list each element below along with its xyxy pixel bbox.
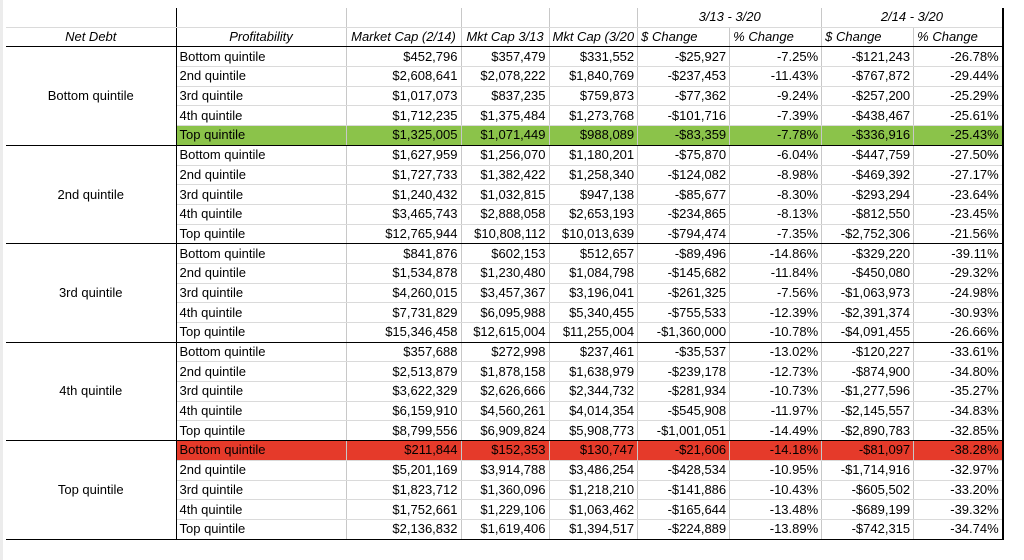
pct-change-1-cell: -10.95% <box>730 460 822 480</box>
dollar-change-1-cell: -$428,534 <box>638 460 730 480</box>
mkt-cap-0320-cell: $988,089 <box>549 126 638 146</box>
profitability-cell: 4th quintile <box>176 401 346 421</box>
profitability-cell: 4th quintile <box>176 500 346 520</box>
pct-change-1-cell: -14.49% <box>730 421 822 441</box>
market-cap-0214-cell: $1,712,235 <box>346 106 461 126</box>
dollar-change-1-cell: -$237,453 <box>638 67 730 87</box>
mkt-cap-0320-cell: $1,180,201 <box>549 145 638 165</box>
dollar-change-2-cell: -$2,391,374 <box>822 303 914 323</box>
profitability-cell: 3rd quintile <box>176 185 346 205</box>
pct-change-2-cell: -23.45% <box>914 204 1003 224</box>
mkt-cap-0320-cell: $1,258,340 <box>549 165 638 185</box>
sheet-edge <box>0 0 3 560</box>
market-cap-0214-cell: $8,799,556 <box>346 421 461 441</box>
col-header-market-cap-0214: Market Cap (2/14) <box>346 27 461 47</box>
pct-change-2-cell: -23.64% <box>914 185 1003 205</box>
table-row <box>6 145 1003 165</box>
dollar-change-2-cell: -$121,243 <box>822 47 914 67</box>
profitability-cell: 2nd quintile <box>176 362 346 382</box>
pct-change-1-cell: -7.25% <box>730 47 822 67</box>
pct-change-2-cell: -29.44% <box>914 67 1003 87</box>
pct-change-1-cell: -13.48% <box>730 500 822 520</box>
dollar-change-2-cell: -$469,392 <box>822 165 914 185</box>
dollar-change-2-cell: -$450,080 <box>822 263 914 283</box>
pct-change-1-cell: -7.56% <box>730 283 822 303</box>
net-debt-group-label: 4th quintile <box>6 342 176 440</box>
market-cap-0214-cell: $1,534,878 <box>346 263 461 283</box>
mkt-cap-0313-cell: $357,479 <box>461 47 549 67</box>
mkt-cap-0313-cell: $1,032,815 <box>461 185 549 205</box>
col-header-net-debt: Net Debt <box>6 27 176 47</box>
mkt-cap-0320-cell: $10,013,639 <box>549 224 638 244</box>
profitability-cell: 3rd quintile <box>176 480 346 500</box>
col-header-dollar-change-1: $ Change <box>638 27 730 47</box>
col-header-mkt-cap-0313: Mkt Cap 3/13 <box>461 27 549 47</box>
net-debt-group-label: 2nd quintile <box>6 145 176 243</box>
dollar-change-2-cell: -$767,872 <box>822 67 914 87</box>
mkt-cap-0320-cell: $1,063,462 <box>549 500 638 520</box>
pct-change-1-cell: -8.13% <box>730 204 822 224</box>
dollar-change-1-cell: -$281,934 <box>638 382 730 402</box>
dollar-change-1-cell: -$1,360,000 <box>638 323 730 343</box>
col-header-pct-change-2: % Change <box>914 27 1003 47</box>
market-cap-0214-cell: $211,844 <box>346 441 461 461</box>
pct-change-1-cell: -8.98% <box>730 165 822 185</box>
pct-change-2-cell: -32.97% <box>914 460 1003 480</box>
mkt-cap-0320-cell: $512,657 <box>549 244 638 264</box>
pct-change-1-cell: -13.89% <box>730 519 822 539</box>
dollar-change-2-cell: -$1,277,596 <box>822 382 914 402</box>
profitability-cell: Bottom quintile <box>176 145 346 165</box>
mkt-cap-0313-cell: $1,375,484 <box>461 106 549 126</box>
pct-change-1-cell: -11.97% <box>730 401 822 421</box>
mkt-cap-0313-cell: $837,235 <box>461 86 549 106</box>
pct-change-1-cell: -14.18% <box>730 441 822 461</box>
mkt-cap-0313-cell: $272,998 <box>461 342 549 362</box>
col-header-dollar-change-2: $ Change <box>822 27 914 47</box>
pct-change-1-cell: -12.39% <box>730 303 822 323</box>
table-row <box>6 47 1003 67</box>
pct-change-2-cell: -21.56% <box>914 224 1003 244</box>
pct-change-2-cell: -33.61% <box>914 342 1003 362</box>
pct-change-1-cell: -13.02% <box>730 342 822 362</box>
market-cap-0214-cell: $1,240,432 <box>346 185 461 205</box>
pct-change-2-cell: -27.50% <box>914 145 1003 165</box>
table-row <box>6 441 1003 461</box>
pct-change-2-cell: -32.85% <box>914 421 1003 441</box>
dollar-change-1-cell: -$85,677 <box>638 185 730 205</box>
dollar-change-2-cell: -$257,200 <box>822 86 914 106</box>
market-cap-0214-cell: $3,465,743 <box>346 204 461 224</box>
mkt-cap-0313-cell: $1,619,406 <box>461 519 549 539</box>
market-cap-0214-cell: $1,325,005 <box>346 126 461 146</box>
pct-change-1-cell: -7.35% <box>730 224 822 244</box>
period-2-header: 2/14 - 3/20 <box>822 8 1003 27</box>
mkt-cap-0320-cell: $2,344,732 <box>549 382 638 402</box>
pct-change-2-cell: -26.78% <box>914 47 1003 67</box>
net-debt-group-label: 3rd quintile <box>6 244 176 342</box>
table-row <box>6 342 1003 362</box>
profitability-cell: Bottom quintile <box>176 47 346 67</box>
pct-change-2-cell: -26.66% <box>914 323 1003 343</box>
dollar-change-1-cell: -$755,533 <box>638 303 730 323</box>
mkt-cap-0313-cell: $1,256,070 <box>461 145 549 165</box>
dollar-change-1-cell: -$145,682 <box>638 263 730 283</box>
mkt-cap-0313-cell: $602,153 <box>461 244 549 264</box>
mkt-cap-0313-cell: $152,353 <box>461 441 549 461</box>
dollar-change-1-cell: -$545,908 <box>638 401 730 421</box>
profitability-cell: 2nd quintile <box>176 67 346 87</box>
market-cap-0214-cell: $2,513,879 <box>346 362 461 382</box>
profitability-cell: 2nd quintile <box>176 460 346 480</box>
pct-change-2-cell: -25.29% <box>914 86 1003 106</box>
mkt-cap-0320-cell: $1,273,768 <box>549 106 638 126</box>
pct-change-1-cell: -11.43% <box>730 67 822 87</box>
market-cap-0214-cell: $7,731,829 <box>346 303 461 323</box>
market-cap-0214-cell: $12,765,944 <box>346 224 461 244</box>
mkt-cap-0313-cell: $2,626,666 <box>461 382 549 402</box>
profitability-cell: 3rd quintile <box>176 86 346 106</box>
col-header-profitability: Profitability <box>176 27 346 47</box>
profitability-cell: Top quintile <box>176 421 346 441</box>
profitability-cell: 4th quintile <box>176 303 346 323</box>
mkt-cap-0313-cell: $3,457,367 <box>461 283 549 303</box>
mkt-cap-0313-cell: $2,078,222 <box>461 67 549 87</box>
mkt-cap-0320-cell: $237,461 <box>549 342 638 362</box>
col-header-mkt-cap-0320: Mkt Cap (3/20 <box>549 27 638 47</box>
dollar-change-1-cell: -$165,644 <box>638 500 730 520</box>
market-cap-0214-cell: $1,727,733 <box>346 165 461 185</box>
market-cap-0214-cell: $452,796 <box>346 47 461 67</box>
mkt-cap-0313-cell: $3,914,788 <box>461 460 549 480</box>
pct-change-1-cell: -6.04% <box>730 145 822 165</box>
mkt-cap-0313-cell: $10,808,112 <box>461 224 549 244</box>
market-cap-0214-cell: $1,627,959 <box>346 145 461 165</box>
dollar-change-1-cell: -$89,496 <box>638 244 730 264</box>
table-row <box>6 244 1003 264</box>
profitability-cell: Top quintile <box>176 224 346 244</box>
profitability-cell: 2nd quintile <box>176 165 346 185</box>
pct-change-2-cell: -38.28% <box>914 441 1003 461</box>
dollar-change-2-cell: -$1,714,916 <box>822 460 914 480</box>
dollar-change-1-cell: -$141,886 <box>638 480 730 500</box>
dollar-change-2-cell: -$2,752,306 <box>822 224 914 244</box>
dollar-change-1-cell: -$21,606 <box>638 441 730 461</box>
dollar-change-1-cell: -$1,001,051 <box>638 421 730 441</box>
mkt-cap-0320-cell: $1,638,979 <box>549 362 638 382</box>
profitability-cell: 4th quintile <box>176 204 346 224</box>
mkt-cap-0313-cell: $1,229,106 <box>461 500 549 520</box>
market-cap-0214-cell: $841,876 <box>346 244 461 264</box>
mkt-cap-0320-cell: $3,196,041 <box>549 283 638 303</box>
pct-change-2-cell: -27.17% <box>914 165 1003 185</box>
dollar-change-2-cell: -$447,759 <box>822 145 914 165</box>
dollar-change-2-cell: -$812,550 <box>822 204 914 224</box>
market-cap-table <box>6 8 1004 540</box>
dollar-change-1-cell: -$25,927 <box>638 47 730 67</box>
dollar-change-2-cell: -$438,467 <box>822 106 914 126</box>
dollar-change-2-cell: -$874,900 <box>822 362 914 382</box>
pct-change-1-cell: -10.43% <box>730 480 822 500</box>
mkt-cap-0313-cell: $4,560,261 <box>461 401 549 421</box>
dollar-change-2-cell: -$689,199 <box>822 500 914 520</box>
mkt-cap-0313-cell: $1,360,096 <box>461 480 549 500</box>
mkt-cap-0313-cell: $1,878,158 <box>461 362 549 382</box>
profitability-cell: Top quintile <box>176 519 346 539</box>
mkt-cap-0320-cell: $1,840,769 <box>549 67 638 87</box>
pct-change-2-cell: -30.93% <box>914 303 1003 323</box>
pct-change-1-cell: -10.78% <box>730 323 822 343</box>
col-header-pct-change-1: % Change <box>730 27 822 47</box>
market-cap-0214-cell: $5,201,169 <box>346 460 461 480</box>
dollar-change-1-cell: -$83,359 <box>638 126 730 146</box>
market-cap-0214-cell: $1,752,661 <box>346 500 461 520</box>
net-debt-group-label: Top quintile <box>6 441 176 539</box>
profitability-cell: Bottom quintile <box>176 342 346 362</box>
pct-change-2-cell: -24.98% <box>914 283 1003 303</box>
mkt-cap-0320-cell: $1,394,517 <box>549 519 638 539</box>
dollar-change-2-cell: -$293,294 <box>822 185 914 205</box>
dollar-change-1-cell: -$794,474 <box>638 224 730 244</box>
pct-change-2-cell: -34.80% <box>914 362 1003 382</box>
net-debt-group-label: Bottom quintile <box>6 47 176 145</box>
pct-change-2-cell: -39.32% <box>914 500 1003 520</box>
dollar-change-2-cell: -$120,227 <box>822 342 914 362</box>
mkt-cap-0313-cell: $1,071,449 <box>461 126 549 146</box>
mkt-cap-0313-cell: $12,615,004 <box>461 323 549 343</box>
market-cap-0214-cell: $4,260,015 <box>346 283 461 303</box>
dollar-change-1-cell: -$239,178 <box>638 362 730 382</box>
period-header-row <box>6 8 1003 27</box>
mkt-cap-0313-cell: $2,888,058 <box>461 204 549 224</box>
dollar-change-1-cell: -$77,362 <box>638 86 730 106</box>
pct-change-2-cell: -25.43% <box>914 126 1003 146</box>
profitability-cell: 3rd quintile <box>176 283 346 303</box>
profitability-cell: 3rd quintile <box>176 382 346 402</box>
pct-change-2-cell: -35.27% <box>914 382 1003 402</box>
dollar-change-1-cell: -$75,870 <box>638 145 730 165</box>
profitability-cell: Top quintile <box>176 323 346 343</box>
dollar-change-1-cell: -$234,865 <box>638 204 730 224</box>
mkt-cap-0320-cell: $11,255,004 <box>549 323 638 343</box>
pct-change-2-cell: -29.32% <box>914 263 1003 283</box>
mkt-cap-0320-cell: $2,653,193 <box>549 204 638 224</box>
pct-change-1-cell: -14.86% <box>730 244 822 264</box>
market-cap-0214-cell: $15,346,458 <box>346 323 461 343</box>
dollar-change-2-cell: -$2,890,783 <box>822 421 914 441</box>
dollar-change-2-cell: -$336,916 <box>822 126 914 146</box>
mkt-cap-0320-cell: $759,873 <box>549 86 638 106</box>
pct-change-2-cell: -34.83% <box>914 401 1003 421</box>
dollar-change-2-cell: -$1,063,973 <box>822 283 914 303</box>
mkt-cap-0320-cell: $130,747 <box>549 441 638 461</box>
market-cap-0214-cell: $2,608,641 <box>346 67 461 87</box>
pct-change-1-cell: -8.30% <box>730 185 822 205</box>
dollar-change-2-cell: -$4,091,455 <box>822 323 914 343</box>
dollar-change-1-cell: -$224,889 <box>638 519 730 539</box>
dollar-change-2-cell: -$742,315 <box>822 519 914 539</box>
mkt-cap-0320-cell: $947,138 <box>549 185 638 205</box>
market-cap-0214-cell: $3,622,329 <box>346 382 461 402</box>
dollar-change-2-cell: -$329,220 <box>822 244 914 264</box>
dollar-change-1-cell: -$35,537 <box>638 342 730 362</box>
dollar-change-1-cell: -$261,325 <box>638 283 730 303</box>
mkt-cap-0313-cell: $1,382,422 <box>461 165 549 185</box>
dollar-change-1-cell: -$101,716 <box>638 106 730 126</box>
pct-change-2-cell: -39.11% <box>914 244 1003 264</box>
pct-change-1-cell: -10.73% <box>730 382 822 402</box>
period-1-header: 3/13 - 3/20 <box>638 8 822 27</box>
dollar-change-2-cell: -$605,502 <box>822 480 914 500</box>
profitability-cell: Top quintile <box>176 126 346 146</box>
dollar-change-1-cell: -$124,082 <box>638 165 730 185</box>
pct-change-1-cell: -7.39% <box>730 106 822 126</box>
dollar-change-2-cell: -$81,097 <box>822 441 914 461</box>
market-cap-0214-cell: $2,136,832 <box>346 519 461 539</box>
column-header-row <box>6 27 1003 47</box>
mkt-cap-0313-cell: $1,230,480 <box>461 263 549 283</box>
mkt-cap-0320-cell: $4,014,354 <box>549 401 638 421</box>
market-cap-0214-cell: $6,159,910 <box>346 401 461 421</box>
profitability-cell: Bottom quintile <box>176 244 346 264</box>
market-cap-0214-cell: $357,688 <box>346 342 461 362</box>
mkt-cap-0313-cell: $6,909,824 <box>461 421 549 441</box>
pct-change-1-cell: -7.78% <box>730 126 822 146</box>
mkt-cap-0320-cell: $1,084,798 <box>549 263 638 283</box>
pct-change-2-cell: -25.61% <box>914 106 1003 126</box>
pct-change-1-cell: -9.24% <box>730 86 822 106</box>
profitability-cell: 4th quintile <box>176 106 346 126</box>
market-cap-0214-cell: $1,017,073 <box>346 86 461 106</box>
mkt-cap-0313-cell: $6,095,988 <box>461 303 549 323</box>
mkt-cap-0320-cell: $3,486,254 <box>549 460 638 480</box>
pct-change-1-cell: -12.73% <box>730 362 822 382</box>
mkt-cap-0320-cell: $1,218,210 <box>549 480 638 500</box>
mkt-cap-0320-cell: $331,552 <box>549 47 638 67</box>
profitability-cell: 2nd quintile <box>176 263 346 283</box>
mkt-cap-0320-cell: $5,340,455 <box>549 303 638 323</box>
profitability-cell: Bottom quintile <box>176 441 346 461</box>
pct-change-2-cell: -34.74% <box>914 519 1003 539</box>
pct-change-2-cell: -33.20% <box>914 480 1003 500</box>
pct-change-1-cell: -11.84% <box>730 263 822 283</box>
mkt-cap-0320-cell: $5,908,773 <box>549 421 638 441</box>
market-cap-0214-cell: $1,823,712 <box>346 480 461 500</box>
dollar-change-2-cell: -$2,145,557 <box>822 401 914 421</box>
